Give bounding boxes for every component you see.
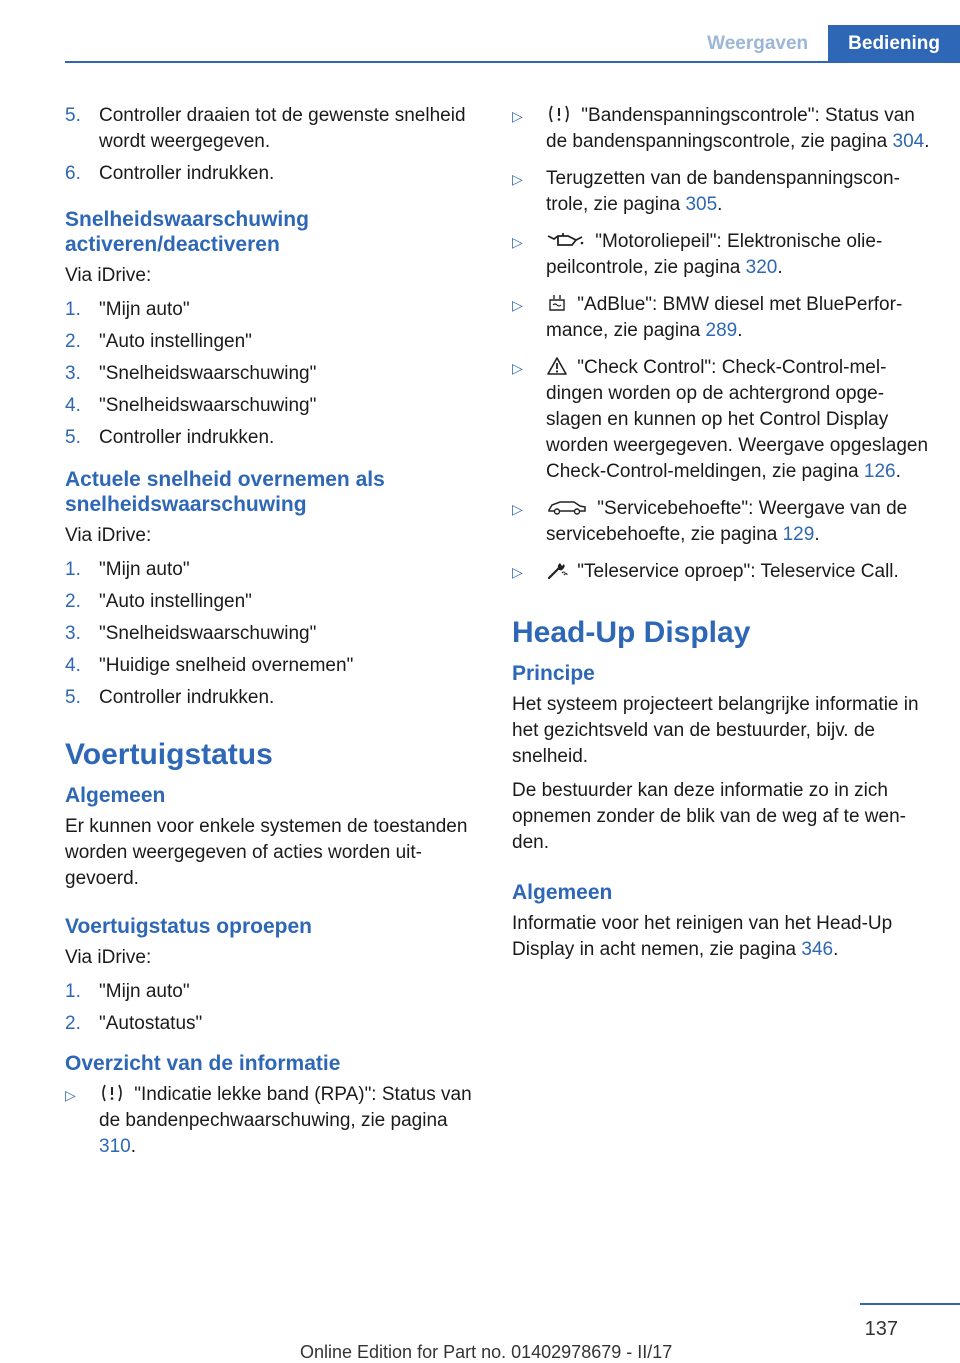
list-item (512, 496, 930, 548)
step-text: "Auto instellingen" (99, 591, 252, 612)
tire-pressure-icon (546, 104, 572, 124)
item-text: "Teleservice oproep": Teleservice Call. (577, 561, 899, 582)
list-item (512, 103, 930, 155)
page-number: 137 (864, 1318, 898, 1340)
step-text: Controller indrukken. (99, 687, 275, 708)
step-text: Controller draaien tot de gewenste snelheid wordt weergegeven. (99, 105, 466, 152)
edition-text: Online Edition for Part no. 01402978679 - II/17 (300, 1342, 673, 1362)
list-item (65, 425, 480, 451)
step-number: 5. (65, 687, 81, 708)
footer-rule (860, 1303, 960, 1305)
list-item (65, 1082, 480, 1160)
item-tail: . (814, 524, 820, 545)
step-number: 1. (65, 299, 81, 320)
paragraph-text: Informatie voor het reinigen van het Head-Up Display in acht nemen, zie pagina (512, 913, 893, 960)
list-item (65, 161, 480, 187)
step-text: Controller indrukken. (99, 427, 275, 448)
step-text: "Snelheidswaarschuwing" (99, 623, 317, 644)
item-tail: . (777, 257, 783, 278)
item-text: "AdBlue": BMW diesel met BluePerformance, zie pagina (546, 294, 903, 341)
chapter-heading: Head-Up Display (512, 616, 751, 649)
triangle-bullet-icon: ▷ (512, 297, 523, 313)
step-text: "Mijn auto" (99, 299, 190, 320)
steps-list (65, 557, 480, 711)
item-tail: . (924, 131, 930, 152)
header-tabs (687, 25, 960, 62)
intro-text: Via iDrive: (65, 947, 152, 968)
paragraph-tail: . (833, 939, 839, 960)
section-heading: Actuele snelheid overnemen als snelheidswaarschuwing (65, 468, 385, 516)
tab-bediening[interactable]: Bediening (828, 25, 960, 62)
step-number: 3. (65, 363, 81, 384)
step-text: "Autostatus" (99, 1013, 203, 1034)
tab-weergaven[interactable]: Weergaven (707, 33, 809, 54)
paragraph: Er kunnen voor enkele systemen de toestanden worden weergegeven of acties worden uitgevoerd. (65, 816, 468, 889)
step-text: "Mijn auto" (99, 559, 190, 580)
triangle-bullet-icon: ▷ (512, 234, 523, 250)
list-item (65, 297, 480, 323)
item-text: "Servicebehoefte": Weergave van de servicebehoefte, zie pagina (546, 498, 908, 545)
intro-text: Via iDrive: (65, 525, 152, 546)
item-tail: . (737, 320, 743, 341)
step-text: "Auto instellingen" (99, 331, 252, 352)
left-column (65, 103, 480, 1171)
triangle-bullet-icon: ▷ (512, 564, 523, 580)
paragraph (512, 911, 930, 963)
section-heading: Snelheidswaarschuwing activeren/deactiveren (65, 208, 309, 256)
list-item (65, 1011, 480, 1037)
steps-list (65, 979, 480, 1037)
page-link[interactable]: 346 (801, 939, 834, 960)
step-text: "Snelheidswaarschuwing" (99, 363, 317, 384)
page-link[interactable]: 304 (892, 131, 925, 152)
paragraph: Het systeem projecteert belangrijke informatie in het gezichtsveld van de bestuurder, bijv. de snelheid. (512, 694, 919, 767)
list-item (512, 166, 930, 218)
list-item (65, 589, 480, 615)
right-column (512, 103, 930, 963)
list-item (65, 979, 480, 1005)
item-tail: . (717, 194, 723, 215)
step-number: 5. (65, 427, 81, 448)
triangle-bullet-icon: ▷ (512, 501, 523, 517)
steps-list (65, 297, 480, 451)
item-tail: . (130, 1136, 136, 1157)
service-car-icon (546, 497, 588, 517)
warning-triangle-icon (546, 356, 568, 376)
triangle-bullet-icon: ▷ (512, 171, 523, 187)
page-link[interactable]: 305 (685, 194, 718, 215)
section-heading: Algemeen (512, 881, 613, 904)
item-text: "Check Control": Check-Control-meldingen worden op de achtergrond opgeslagen en kunnen op het Control Display worden weergegeven. Weergave opgeslagen Check-Control-meldingen, zie pagina (546, 357, 929, 482)
item-text: Terugzetten van de bandenspanningscontrole, zie pagina (546, 168, 900, 215)
item-text: "Bandenspanningscontrole": Status van de bandenspanningscontrole, zie pagina (546, 105, 915, 152)
oil-can-icon (546, 230, 586, 250)
continued-steps (65, 103, 480, 187)
triangle-bullet-icon: ▷ (512, 360, 523, 376)
page-link[interactable]: 126 (863, 461, 896, 482)
page-link[interactable]: 289 (705, 320, 738, 341)
footer-edition (300, 1342, 672, 1363)
intro-text: Via iDrive: (65, 265, 152, 286)
step-text: "Mijn auto" (99, 981, 190, 1002)
step-number: 5. (65, 105, 81, 126)
page-link[interactable]: 320 (745, 257, 778, 278)
tire-warning-icon (99, 1083, 125, 1103)
step-text: "Snelheidswaarschuwing" (99, 395, 317, 416)
step-number: 1. (65, 559, 81, 580)
item-tail: . (895, 461, 901, 482)
wrench-icon (546, 560, 568, 580)
chapter-heading: Voertuigstatus (65, 738, 273, 771)
step-number: 2. (65, 331, 81, 352)
info-list (512, 103, 930, 585)
list-item (65, 685, 480, 711)
section-heading: Algemeen (65, 784, 166, 807)
triangle-bullet-icon: ▷ (65, 1087, 76, 1103)
step-number: 4. (65, 395, 81, 416)
step-text: "Huidige snelheid overnemen" (99, 655, 354, 676)
list-item (65, 557, 480, 583)
paragraph: De bestuurder kan deze informatie zo in zich opnemen zonder de blik van de weg af te wenden. (512, 780, 906, 853)
list-item (65, 103, 480, 155)
info-list (65, 1082, 480, 1160)
step-number: 3. (65, 623, 81, 644)
step-number: 2. (65, 1013, 81, 1034)
step-text: Controller indrukken. (99, 163, 275, 184)
list-item (65, 653, 480, 679)
section-heading: Overzicht van de informatie (65, 1052, 341, 1075)
step-number: 4. (65, 655, 81, 676)
section-heading: Voertuigstatus oproepen (65, 915, 312, 938)
page-link[interactable]: 310 (99, 1136, 131, 1157)
page-link[interactable]: 129 (782, 524, 815, 545)
list-item (65, 329, 480, 355)
section-heading: Principe (512, 662, 595, 685)
list-item (512, 229, 930, 281)
item-text: "Indicatie lekke band (RPA)": Status van de bandenpechwaarschuwing, zie pagina (99, 1084, 472, 1131)
step-number: 2. (65, 591, 81, 612)
header-rule (65, 61, 960, 63)
list-item (65, 393, 480, 419)
list-item (512, 292, 930, 344)
step-number: 1. (65, 981, 81, 1002)
item-text: "Motoroliepeil": Elektronische oliepeilcontrole, zie pagina (546, 231, 883, 278)
list-item (512, 355, 930, 485)
list-item (65, 621, 480, 647)
adblue-icon (546, 293, 568, 313)
step-number: 6. (65, 163, 81, 184)
triangle-bullet-icon: ▷ (512, 108, 523, 124)
list-item (65, 361, 480, 387)
list-item (512, 559, 930, 585)
